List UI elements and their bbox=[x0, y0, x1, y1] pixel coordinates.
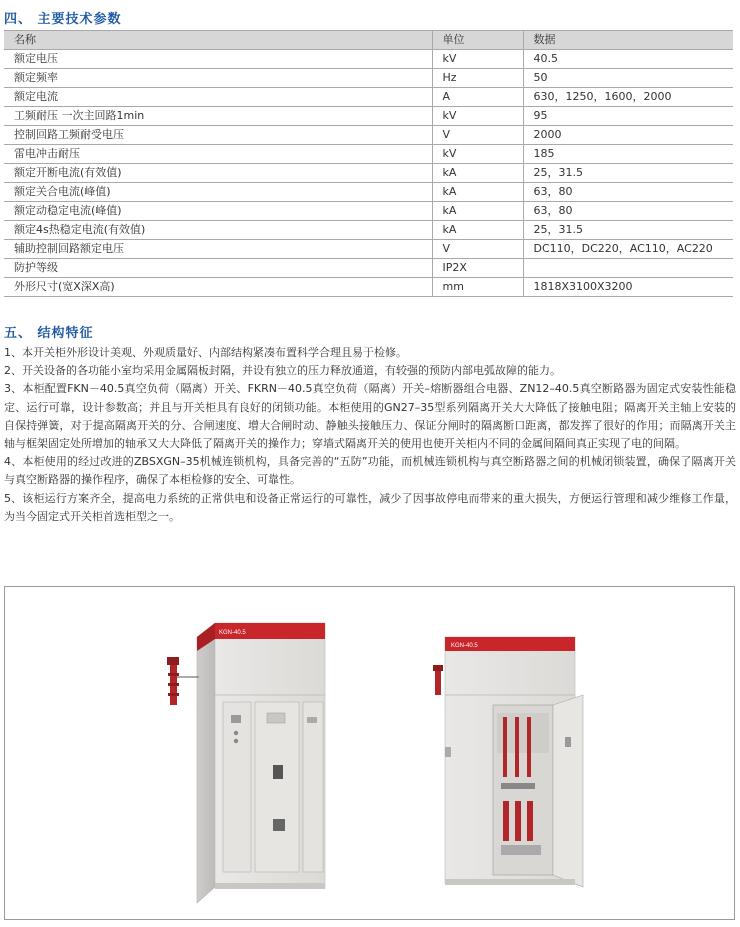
param-name-cell: 额定动稳定电流(峰值) bbox=[4, 202, 432, 221]
table-row bbox=[4, 107, 733, 126]
param-name-cell: 额定频率 bbox=[4, 69, 432, 88]
unit-cell: kV bbox=[432, 107, 523, 126]
unit-cell: Hz bbox=[432, 69, 523, 88]
unit-cell: V bbox=[432, 126, 523, 145]
value-cell: 2000 bbox=[523, 126, 733, 145]
table-row bbox=[4, 221, 733, 240]
param-name-cell: 外形尺寸(宽X深X高) bbox=[4, 278, 432, 297]
param-name-cell: 雷电冲击耐压 bbox=[4, 145, 432, 164]
param-name-cell: 控制回路工频耐受电压 bbox=[4, 126, 432, 145]
product-photo-frame bbox=[4, 586, 735, 920]
value-cell bbox=[523, 259, 733, 278]
param-name-cell: 额定电流 bbox=[4, 88, 432, 107]
table-row bbox=[4, 145, 733, 164]
unit-cell: kA bbox=[432, 183, 523, 202]
feature-paragraph: 3、本柜配置FKN－40.5真空负荷（隔离）开关、FKRN－40.5真空负荷（隔离）开关–熔断器组合电器、ZN12–40.5真空断路器为固定式安装性能稳定、运行可靠，设计参数高；并且与开关柜具有良好的闭锁功能。本柜使用的GN27–35型系列隔离开关大大降低了接触电阻；隔离开关主轴上安装的自保持弹簧，对于提高隔离开关的分、合闸速度、增大合闸时动、静触头接触压力、保证分闸时的隔离断口距离，都发挥了很好的作用；而隔离开关主轴与框架固定处所增加的轴承又大大降低了隔离开关的操作力；穿墙式隔离开关的使用也使开关柜内不同的金属间隔间真正实现了电的间隔。 bbox=[4, 382, 736, 451]
unit-cell: kV bbox=[432, 50, 523, 69]
section-5-title: 五、 结构特征 bbox=[4, 326, 94, 341]
param-name-cell: 防护等级 bbox=[4, 259, 432, 278]
value-cell: 25，31.5 bbox=[523, 221, 733, 240]
param-name-cell: 额定4s热稳定电流(有效值) bbox=[4, 221, 432, 240]
feature-paragraph: 5、该柜运行方案齐全，提高电力系统的正常供电和设备正常运行的可靠性，减少了因事故停电而带来的重大损失，方便运行管理和减少维修工作量，为当今固定式开关柜首选柜型之一。 bbox=[4, 491, 736, 523]
unit-cell: mm bbox=[432, 278, 523, 297]
feature-paragraph: 4、本柜使用的经过改进的ZBSXGN–35机械连锁机构，具备完善的“五防”功能，而机械连锁机构与真空断路器之间的机械闭锁装置，确保了隔离开关与真空断路器的操作程序，确保了本柜检修的安全、可靠性。 bbox=[4, 455, 736, 487]
unit-cell: A bbox=[432, 88, 523, 107]
param-name-cell: 额定关合电流(峰值) bbox=[4, 183, 432, 202]
header-value: 数据 bbox=[523, 31, 733, 50]
unit-cell: kA bbox=[432, 164, 523, 183]
table-row bbox=[4, 50, 733, 69]
unit-cell: V bbox=[432, 240, 523, 259]
value-cell: 25，31.5 bbox=[523, 164, 733, 183]
table-row bbox=[4, 69, 733, 88]
section-4-title: 四、 主要技术参数 bbox=[4, 12, 122, 27]
unit-cell: kA bbox=[432, 202, 523, 221]
header-name: 名称 bbox=[4, 31, 432, 50]
unit-cell: kA bbox=[432, 221, 523, 240]
param-name-cell: 额定电压 bbox=[4, 50, 432, 69]
value-cell: 185 bbox=[523, 145, 733, 164]
param-name-cell: 工频耐压 一次主回路1min bbox=[4, 107, 432, 126]
header-unit: 单位 bbox=[432, 31, 523, 50]
table-row bbox=[4, 126, 733, 145]
value-cell: 63，80 bbox=[523, 183, 733, 202]
spec-table bbox=[4, 30, 733, 297]
value-cell: 50 bbox=[523, 69, 733, 88]
table-row bbox=[4, 183, 733, 202]
table-row bbox=[4, 164, 733, 183]
table-row bbox=[4, 202, 733, 221]
value-cell: 1818X3100X3200 bbox=[523, 278, 733, 297]
table-row bbox=[4, 259, 733, 278]
unit-cell: kV bbox=[432, 145, 523, 164]
table-row bbox=[4, 240, 733, 259]
cabinet-left-label: KGN-40.5 bbox=[219, 630, 246, 636]
feature-paragraph: 1、本开关柜外形设计美观、外观质量好、内部结构紧凑布置科学合理且易于检修。 bbox=[4, 346, 407, 359]
table-header-row bbox=[4, 31, 733, 50]
product-photos bbox=[5, 587, 734, 919]
param-name-cell: 辅助控制回路额定电压 bbox=[4, 240, 432, 259]
cabinet-right-label: KGN-40.5 bbox=[451, 643, 478, 649]
table-row bbox=[4, 278, 733, 297]
cabinet-left-image bbox=[167, 623, 325, 903]
cabinet-right-image bbox=[433, 637, 583, 887]
value-cell: 630，1250，1600，2000 bbox=[523, 88, 733, 107]
value-cell: 63，80 bbox=[523, 202, 733, 221]
feature-paragraph: 2、开关设备的各功能小室均采用金属隔板封隔，并设有独立的压力释放通道，有较强的预防内部电弧故障的能力。 bbox=[4, 364, 561, 378]
value-cell: DC110，DC220，AC110，AC220 bbox=[523, 240, 733, 259]
value-cell: 40.5 bbox=[523, 50, 733, 69]
param-name-cell: 额定开断电流(有效值) bbox=[4, 164, 432, 183]
value-cell: 95 bbox=[523, 107, 733, 126]
table-row bbox=[4, 88, 733, 107]
unit-cell: IP2X bbox=[432, 259, 523, 278]
structure-features bbox=[4, 344, 736, 526]
